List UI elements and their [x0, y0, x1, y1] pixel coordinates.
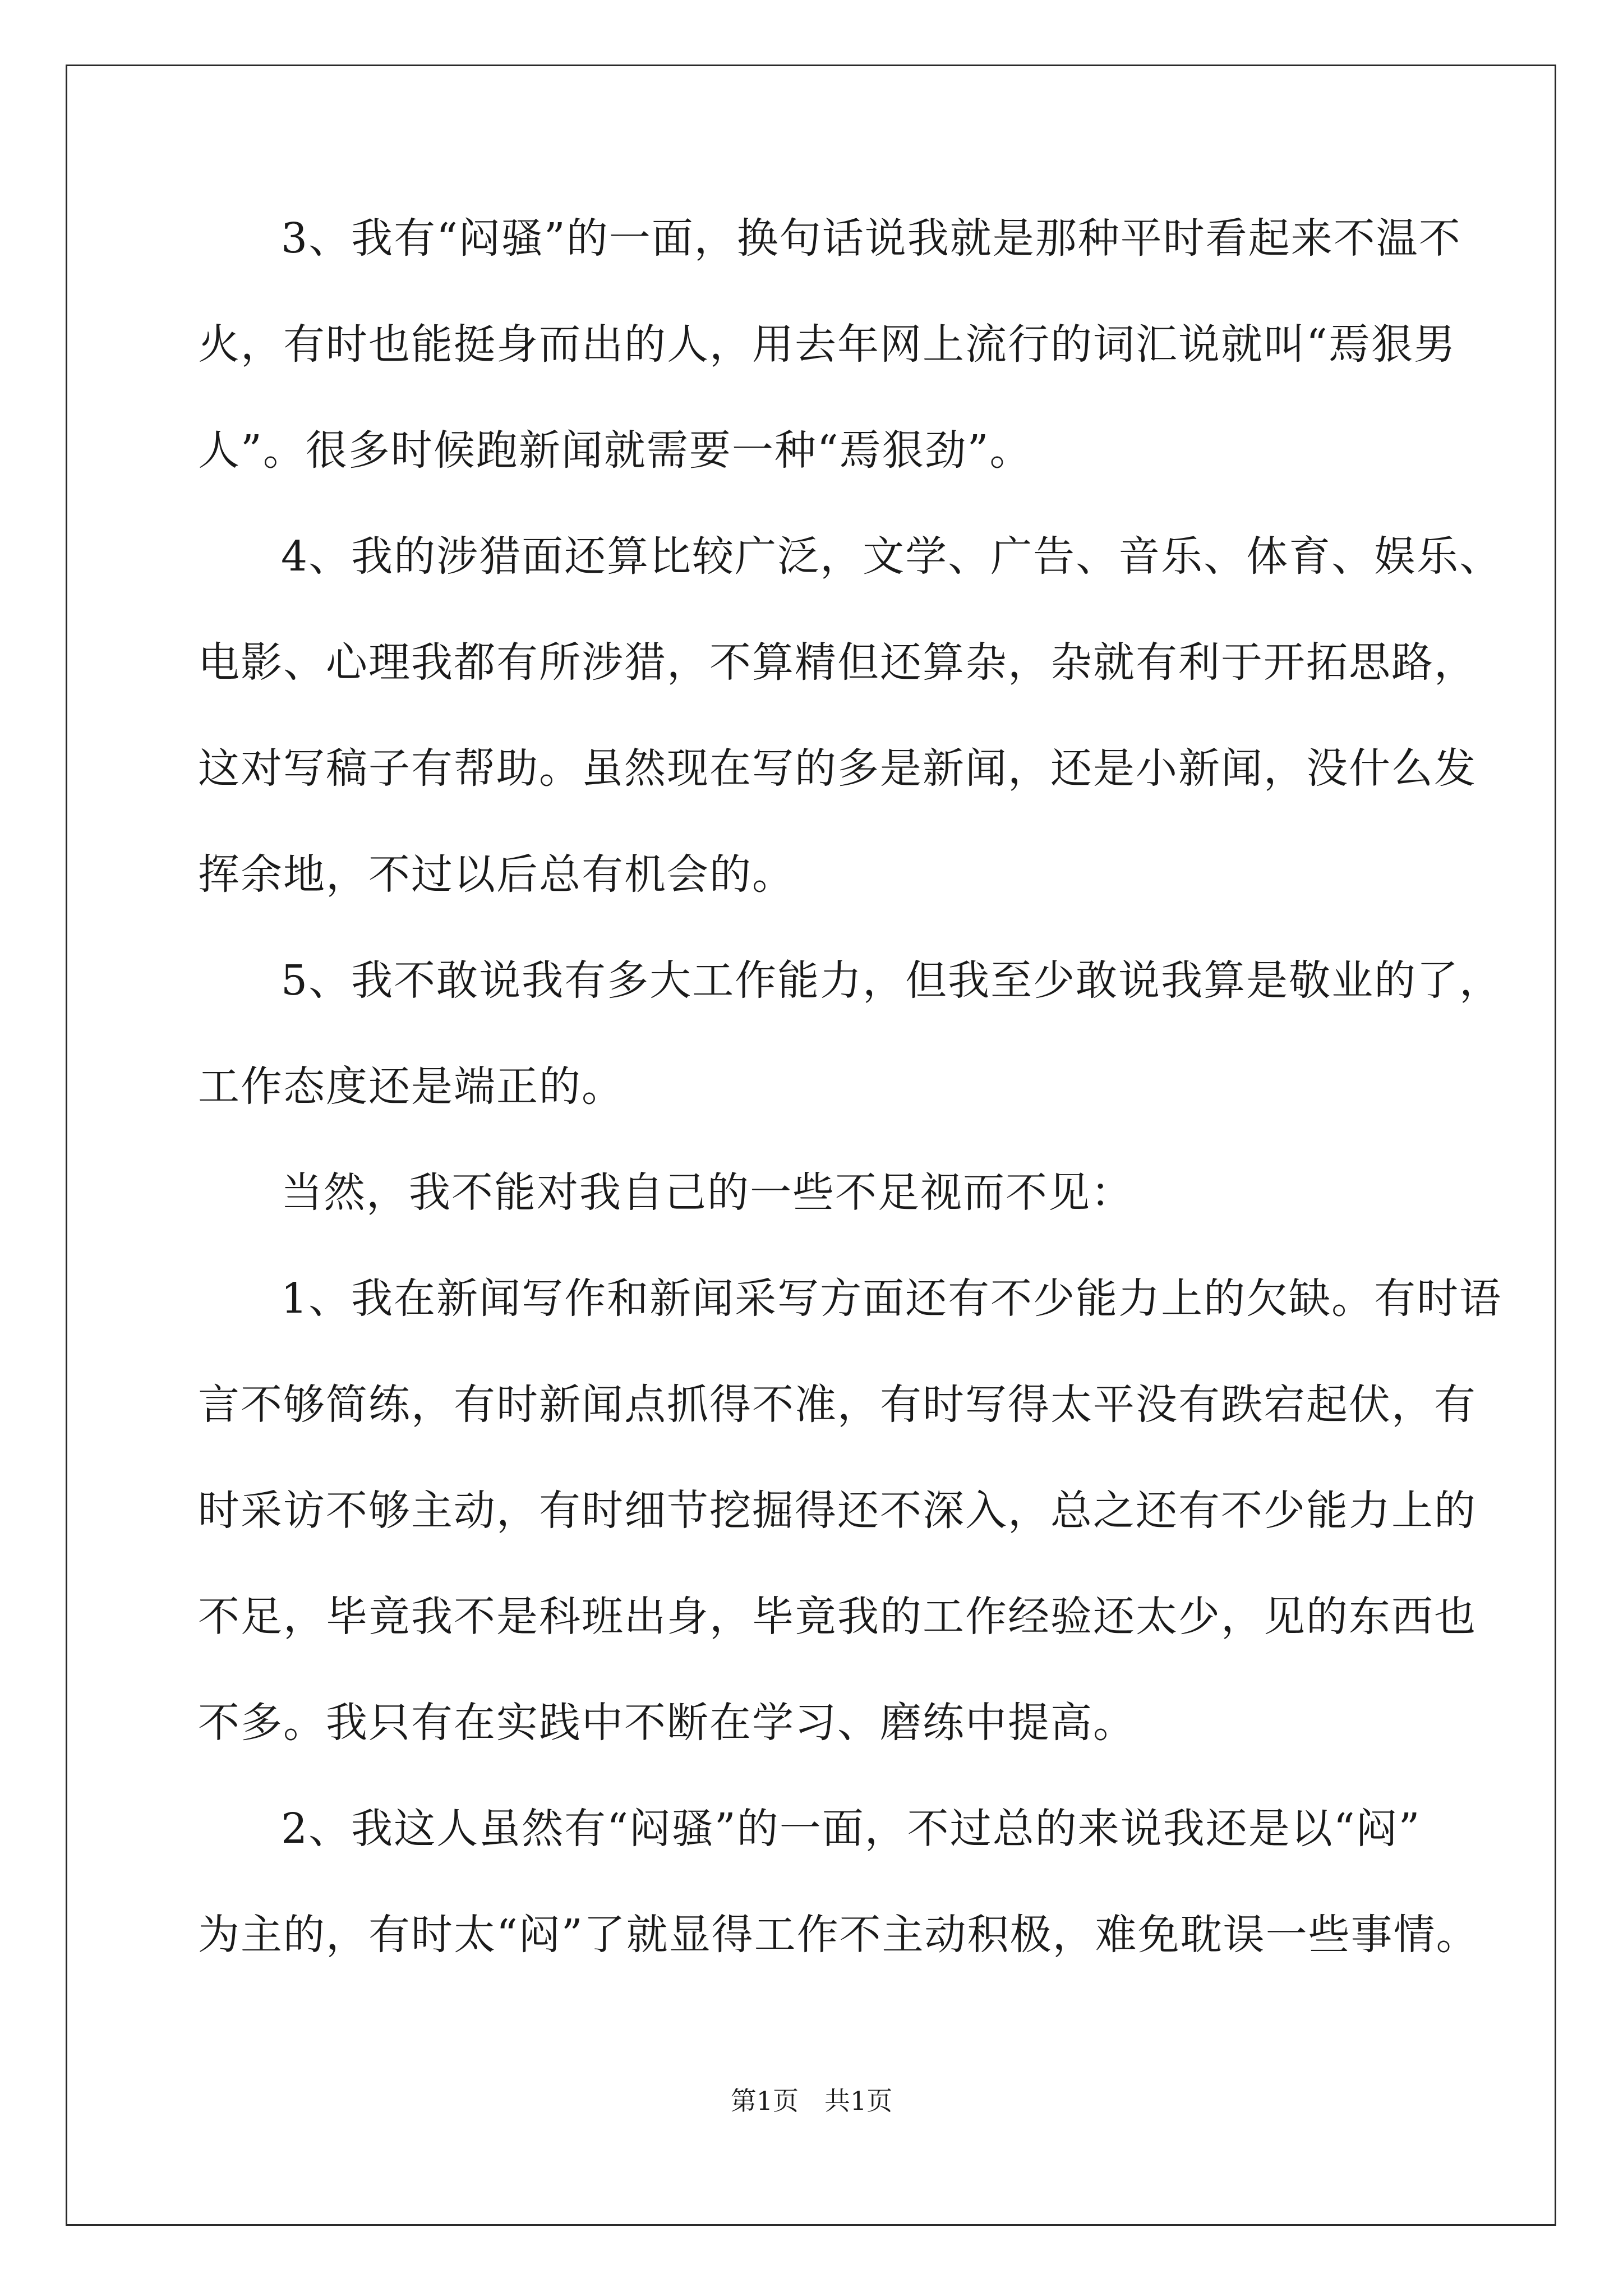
text-line: 不足，毕竟我不是科班出身，毕竟我的工作经验还太少，见的东西也: [198, 1593, 1477, 1641]
text-line: 4、我的涉猎面还算比较广泛，文学、广告、音乐、体育、娱乐、: [281, 532, 1502, 581]
text-line: 不多。我只有在实践中不断在学习、磨练中提高。: [198, 1699, 1136, 1747]
text-line: 人”。很多时候跑新闻就需要一种“焉狠劲”。: [198, 426, 1032, 475]
text-line: 时采访不够主动，有时细节挖掘得还不深入，总之还有不少能力上的: [198, 1487, 1477, 1535]
text-line: 挥余地，不过以后总有机会的。: [198, 850, 795, 899]
text-line: 这对写稿子有帮助。虽然现在写的多是新闻，还是小新闻，没什么发: [198, 744, 1477, 793]
text-line: 工作态度还是端正的。: [198, 1062, 624, 1111]
text-line: 5、我不敢说我有多大工作能力，但我至少敢说我算是敬业的了，: [281, 956, 1502, 1005]
text-line: 2、我这人虽然有“闷骚”的一面，不过总的来说我还是以“闷”: [281, 1805, 1421, 1853]
text-line: 为主的，有时太“闷”了就显得工作不主动积极，难免耽误一些事情。: [198, 1911, 1479, 1959]
text-line: 当然，我不能对我自己的一些不足视而不见：: [281, 1168, 1133, 1217]
text-line: 3、我有“闷骚”的一面，换句话说我就是那种平时看起来不温不: [281, 214, 1461, 263]
text-line: 1、我在新闻写作和新闻采写方面还有不少能力上的欠缺。有时语: [281, 1274, 1502, 1323]
page-footer: 第1页 共1页: [730, 2086, 893, 2116]
text-line: 电影、心理我都有所涉猎，不算精但还算杂，杂就有利于开拓思路，: [198, 638, 1477, 687]
text-line: 火，有时也能挺身而出的人，用去年网上流行的词汇说就叫“焉狠男: [198, 320, 1456, 369]
text-line: 言不够简练，有时新闻点抓得不准，有时写得太平没有跌宕起伏，有: [198, 1381, 1477, 1429]
document-body: [198, 208, 1502, 2010]
